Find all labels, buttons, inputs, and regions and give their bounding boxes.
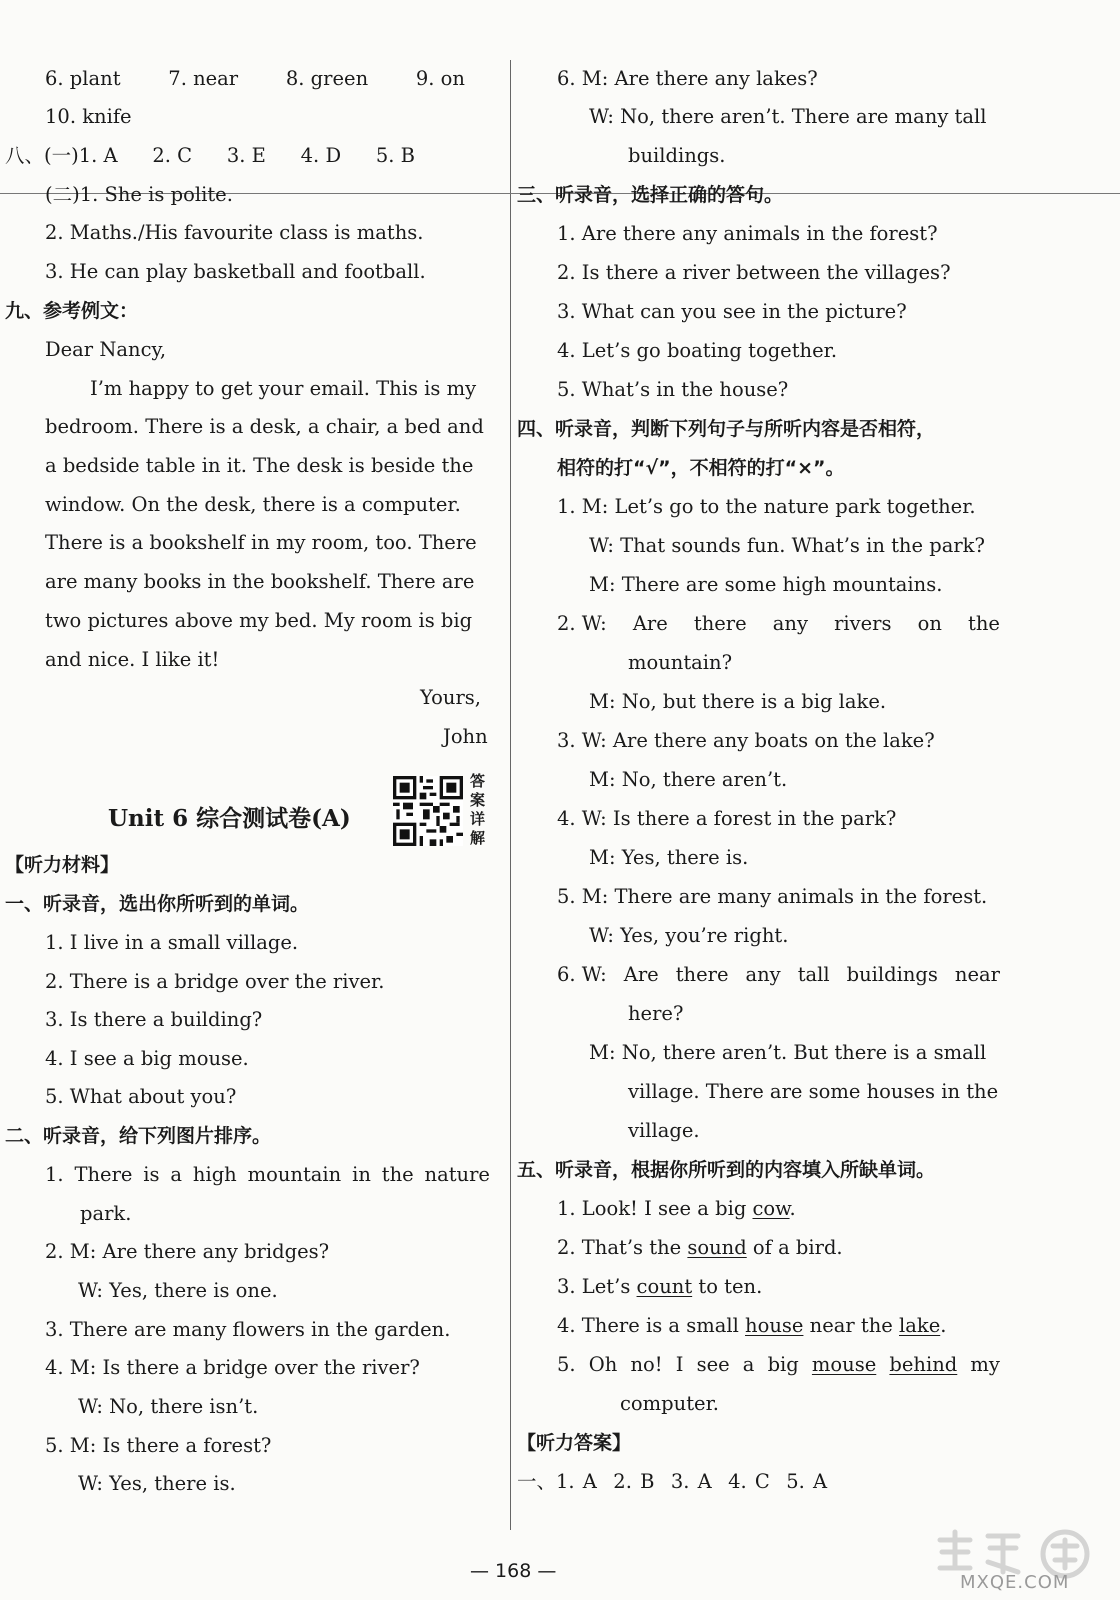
script-line: M: No, but there is a big lake.: [589, 690, 887, 713]
script-line: [557, 1353, 1000, 1377]
script-line: 1. I live in a small village.: [45, 931, 299, 954]
word: Are: [632, 612, 668, 635]
text-segment: 1. Look! I see a big: [557, 1197, 753, 1220]
qr-code-label: 答案详解: [470, 772, 486, 847]
answer-line-10: 10. knife: [45, 105, 132, 128]
unit-test-title: Unit 6 综合测试卷(A): [108, 805, 351, 832]
script-line: park.: [80, 1202, 132, 1225]
word: the: [968, 612, 1000, 635]
answer-line-6-9: [45, 67, 465, 91]
script-line: M: No, there aren’t.: [589, 768, 788, 791]
word: Are: [623, 963, 659, 986]
script-line: 3. W: Are there any boats on the lake?: [557, 729, 935, 752]
section-3-heading: 三、听录音，选择正确的答句。: [517, 184, 784, 206]
script-line: W: Yes, there is.: [78, 1472, 236, 1495]
script-line: computer.: [620, 1392, 719, 1415]
qr-code-icon[interactable]: [393, 776, 463, 846]
answer-item: 9. on: [415, 67, 465, 90]
word: Oh: [588, 1353, 618, 1376]
script-line: M: Yes, there is.: [589, 846, 749, 869]
script-line: [557, 963, 1000, 987]
script-line: 1. M: Let’s go to the nature park together.: [557, 495, 976, 518]
script-line: 3. There are many flowers in the garden.: [45, 1318, 451, 1341]
letter-body-line: a bedside table in it. The desk is beside the: [45, 454, 474, 477]
word: 5.: [557, 1353, 576, 1376]
text-segment: near the: [803, 1314, 900, 1337]
answer-item: 八、(一)1. A: [5, 144, 118, 167]
answer-item: 4. D: [300, 144, 342, 167]
column-divider: [510, 60, 511, 1530]
script-line: 1. Are there any animals in the forest?: [557, 222, 938, 245]
script-line: 3. Is there a building?: [45, 1008, 263, 1031]
script-line: [557, 1236, 843, 1260]
text-segment: to ten.: [692, 1275, 763, 1298]
script-line: here?: [628, 1002, 684, 1025]
listening-answers-line: 一、1. A 2. B 3. A 4. C 5. A: [517, 1470, 828, 1493]
filled-blank: mouse: [811, 1353, 877, 1376]
word: on: [917, 612, 942, 635]
page-number: — 168 —: [470, 1560, 557, 1582]
answer-item: 7. near: [168, 67, 239, 90]
word: 6. W:: [557, 963, 607, 986]
text-segment: 3. Let’s: [557, 1275, 637, 1298]
filled-blank: count: [636, 1275, 693, 1298]
letter-body-line: There is a bookshelf in my room, too. There: [45, 531, 477, 554]
listening-answers-heading: 【听力答案】: [517, 1432, 632, 1454]
text-segment: 4. There is a small: [557, 1314, 746, 1337]
word: a: [742, 1353, 755, 1376]
word: in: [352, 1163, 371, 1186]
filled-blank: sound: [687, 1236, 747, 1259]
word: any: [745, 963, 781, 986]
letter-body-line: I’m happy to get your email. This is my: [90, 377, 477, 400]
answer-item: 5. B: [375, 144, 415, 167]
script-line: 2. Is there a river between the villages?: [557, 261, 951, 284]
word: 2. W:: [557, 612, 607, 635]
answer-item: 3. E: [226, 144, 266, 167]
text-segment: .: [789, 1197, 796, 1220]
script-line: 4. W: Is there a forest in the park?: [557, 807, 897, 830]
word: is: [143, 1163, 160, 1186]
section-8-part-2-q3: 3. He can play basketball and football.: [45, 260, 426, 283]
script-line: W: That sounds fun. What’s in the park?: [589, 534, 985, 557]
section-9-heading: 九、参考例文：: [5, 300, 139, 322]
script-line: [45, 1163, 490, 1187]
word: 1.: [45, 1163, 64, 1186]
word: my: [970, 1353, 1000, 1376]
letter-body-line: bedroom. There is a desk, a chair, a bed and: [45, 415, 484, 438]
word: high: [192, 1163, 237, 1186]
letter-greeting: Dear Nancy,: [45, 338, 167, 361]
answer-item: 6. plant: [45, 67, 121, 90]
filled-blank: house: [745, 1314, 804, 1337]
word: nature: [424, 1163, 490, 1186]
letter-body-line: two pictures above my bed. My room is big: [45, 609, 473, 632]
script-line: buildings.: [628, 144, 726, 167]
word: any: [772, 612, 808, 635]
letter-signature: John: [443, 725, 488, 748]
watermark-text: MXQE.COM: [960, 1572, 1070, 1593]
script-line: [557, 1275, 762, 1299]
listening-material-heading: 【听力材料】: [5, 854, 120, 876]
word: I: [675, 1353, 684, 1376]
script-line: 5. What about you?: [45, 1085, 237, 1108]
word: tall: [797, 963, 830, 986]
script-line: 4. M: Is there a bridge over the river?: [45, 1356, 420, 1379]
text-segment: of a bird.: [746, 1236, 843, 1259]
filled-blank: lake: [899, 1314, 941, 1337]
script-line: M: There are some high mountains.: [589, 573, 943, 596]
script-line: village. There are some houses in the: [628, 1080, 999, 1103]
script-line: 4. I see a big mouse.: [45, 1047, 249, 1070]
script-line: W: No, there aren’t. There are many tall: [589, 105, 987, 128]
word: buildings: [846, 963, 938, 986]
script-line: [557, 612, 1000, 636]
letter-body-line: window. On the desk, there is a computer.: [45, 493, 461, 516]
letter-closing: Yours,: [420, 686, 482, 709]
script-line: mountain?: [628, 651, 733, 674]
word: no!: [630, 1353, 663, 1376]
word: mountain: [247, 1163, 342, 1186]
script-line: W: No, there isn’t.: [78, 1395, 259, 1418]
word: rivers: [834, 612, 892, 635]
word: the: [381, 1163, 414, 1186]
section-5-heading: 五、听录音，根据你所听到的内容填入所缺单词。: [517, 1159, 936, 1181]
script-line: W: Yes, you’re right.: [589, 924, 789, 947]
script-line: village.: [628, 1119, 700, 1142]
script-line: 2. M: Are there any bridges?: [45, 1240, 330, 1263]
answer-item: 2. C: [152, 144, 193, 167]
word: near: [954, 963, 1000, 986]
word: there: [675, 963, 729, 986]
script-line: 5. What’s in the house?: [557, 378, 789, 401]
section-4-instruction: 相符的打“√”，不相符的打“×”。: [557, 457, 845, 479]
letter-body-line: are many books in the bookshelf. There are: [45, 570, 475, 593]
filled-blank: cow: [752, 1197, 790, 1220]
script-line: [557, 1197, 796, 1221]
word: see: [696, 1353, 730, 1376]
text-segment: .: [940, 1314, 947, 1337]
script-line: 5. M: Is there a forest?: [45, 1434, 272, 1457]
word: there: [693, 612, 747, 635]
script-line: 2. There is a bridge over the river.: [45, 970, 385, 993]
answer-item: 8. green: [285, 67, 369, 90]
word: a: [170, 1163, 183, 1186]
script-line: 3. What can you see in the picture?: [557, 300, 907, 323]
text-segment: 2. That’s the: [557, 1236, 688, 1259]
script-line: M: No, there aren’t. But there is a small: [589, 1041, 987, 1064]
section-8-part-1: [5, 144, 415, 168]
script-line: [557, 1314, 946, 1338]
script-line: 4. Let’s go boating together.: [557, 339, 838, 362]
section-1-heading: 一、听录音，选出你所听到的单词。: [5, 893, 310, 915]
letter-body-line: and nice. I like it!: [45, 648, 220, 671]
section-4-heading: 四、听录音，判断下列句子与所听内容是否相符，: [517, 418, 936, 440]
word: big: [767, 1353, 799, 1376]
script-line: 5. M: There are many animals in the forest.: [557, 885, 988, 908]
section-8-part-2-q2: 2. Maths./His favourite class is maths.: [45, 221, 424, 244]
filled-blank: behind: [889, 1353, 958, 1376]
section-2-heading: 二、听录音，给下列图片排序。: [5, 1125, 272, 1147]
word: There: [74, 1163, 133, 1186]
script-line: 6. M: Are there any lakes?: [557, 67, 818, 90]
section-8-part-2-q1: (二)1. She is polite.: [45, 183, 233, 206]
script-line: W: Yes, there is one.: [78, 1279, 278, 1302]
